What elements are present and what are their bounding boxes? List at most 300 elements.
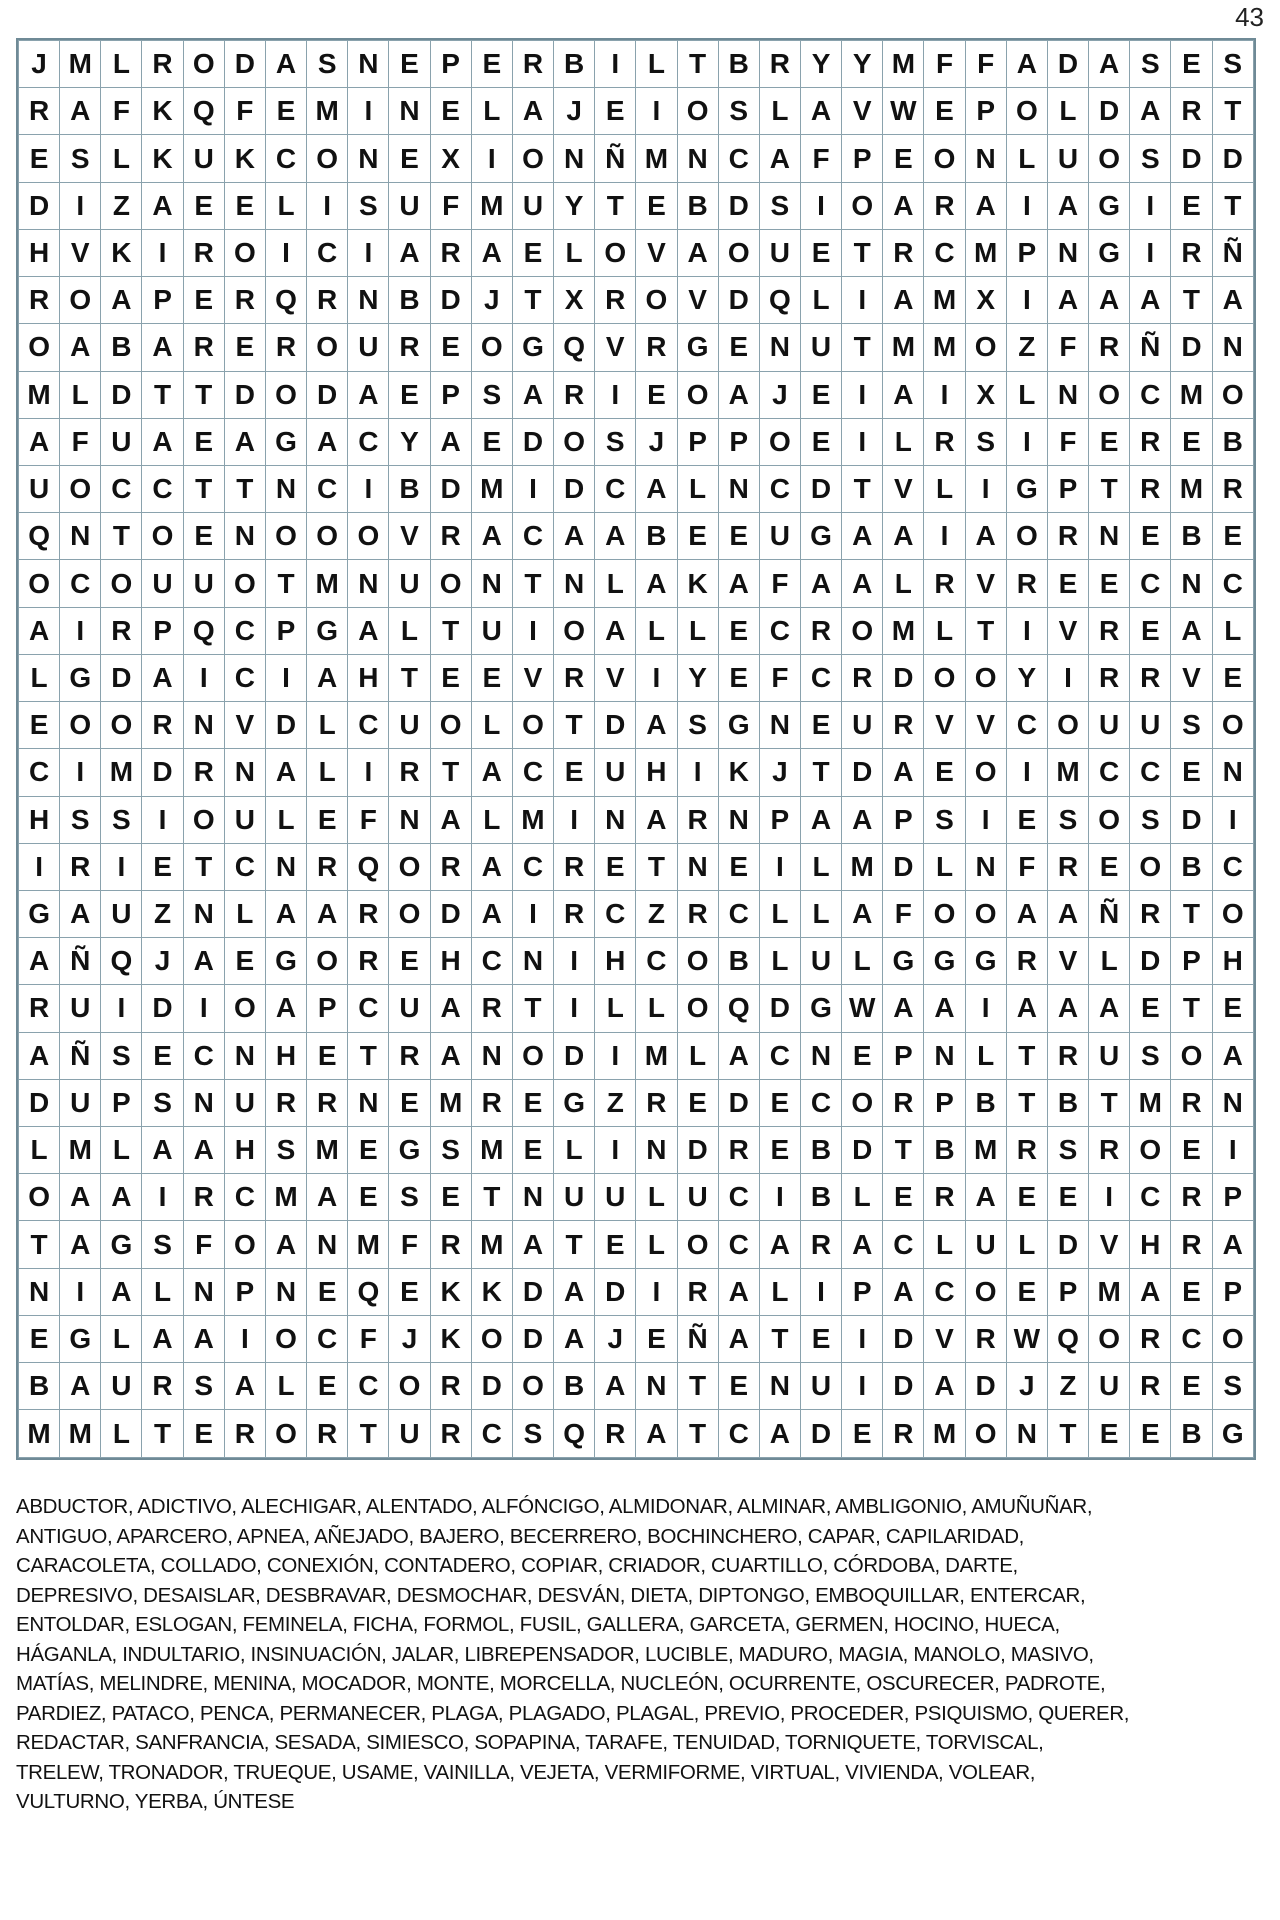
grid-cell[interactable]: A [307, 654, 348, 701]
grid-cell[interactable]: E [1089, 418, 1130, 465]
grid-cell[interactable]: V [842, 88, 883, 135]
grid-cell[interactable]: U [677, 1174, 718, 1221]
grid-cell[interactable]: E [307, 796, 348, 843]
grid-cell[interactable]: L [924, 843, 965, 890]
grid-cell[interactable]: V [1047, 938, 1088, 985]
grid-cell[interactable]: M [924, 277, 965, 324]
grid-cell[interactable]: R [19, 985, 60, 1032]
grid-cell[interactable]: I [142, 796, 183, 843]
grid-cell[interactable]: M [471, 1127, 512, 1174]
grid-cell[interactable]: L [595, 560, 636, 607]
grid-cell[interactable]: E [677, 1079, 718, 1126]
grid-cell[interactable]: N [512, 938, 553, 985]
grid-cell[interactable]: R [307, 1079, 348, 1126]
grid-cell[interactable]: R [224, 1410, 265, 1458]
grid-cell[interactable]: G [883, 938, 924, 985]
grid-cell[interactable]: Ñ [677, 1315, 718, 1362]
grid-cell[interactable]: T [183, 465, 224, 512]
grid-cell[interactable]: V [1171, 654, 1212, 701]
grid-cell[interactable]: H [348, 654, 389, 701]
grid-cell[interactable]: F [965, 41, 1006, 88]
grid-cell[interactable]: D [595, 702, 636, 749]
grid-cell[interactable]: E [718, 654, 759, 701]
grid-cell[interactable]: R [1006, 1127, 1047, 1174]
grid-cell[interactable]: N [471, 560, 512, 607]
grid-cell[interactable]: I [60, 607, 101, 654]
grid-cell[interactable]: A [512, 88, 553, 135]
grid-cell[interactable]: D [471, 1363, 512, 1410]
grid-cell[interactable]: I [224, 1315, 265, 1362]
grid-cell[interactable]: R [19, 277, 60, 324]
grid-cell[interactable]: A [842, 560, 883, 607]
grid-cell[interactable]: J [19, 41, 60, 88]
grid-cell[interactable]: O [19, 1174, 60, 1221]
grid-cell[interactable]: K [471, 1268, 512, 1315]
grid-cell[interactable]: R [1047, 513, 1088, 560]
grid-cell[interactable]: R [924, 560, 965, 607]
grid-cell[interactable]: U [800, 1363, 841, 1410]
grid-cell[interactable]: R [389, 1032, 430, 1079]
grid-cell[interactable]: E [389, 135, 430, 182]
grid-cell[interactable]: G [924, 938, 965, 985]
grid-cell[interactable]: I [1006, 749, 1047, 796]
grid-cell[interactable]: D [718, 277, 759, 324]
grid-cell[interactable]: E [554, 749, 595, 796]
grid-cell[interactable]: R [718, 1127, 759, 1174]
grid-cell[interactable]: I [759, 1174, 800, 1221]
grid-cell[interactable]: R [60, 843, 101, 890]
grid-cell[interactable]: D [883, 654, 924, 701]
grid-cell[interactable]: L [60, 371, 101, 418]
grid-cell[interactable]: R [1171, 1079, 1212, 1126]
grid-cell[interactable]: Q [759, 277, 800, 324]
grid-cell[interactable]: D [142, 985, 183, 1032]
grid-cell[interactable]: L [677, 607, 718, 654]
grid-cell[interactable]: A [759, 135, 800, 182]
grid-cell[interactable]: A [595, 1363, 636, 1410]
grid-cell[interactable]: R [19, 88, 60, 135]
grid-cell[interactable]: I [142, 229, 183, 276]
grid-cell[interactable]: G [265, 938, 306, 985]
grid-cell[interactable]: T [430, 607, 471, 654]
grid-cell[interactable]: I [1006, 607, 1047, 654]
grid-cell[interactable]: D [842, 749, 883, 796]
grid-cell[interactable]: S [1212, 41, 1253, 88]
grid-cell[interactable]: H [636, 749, 677, 796]
grid-cell[interactable]: A [471, 843, 512, 890]
grid-cell[interactable]: R [924, 1174, 965, 1221]
grid-cell[interactable]: U [1089, 1032, 1130, 1079]
grid-cell[interactable]: L [677, 465, 718, 512]
grid-cell[interactable]: A [60, 1221, 101, 1268]
grid-cell[interactable]: I [842, 277, 883, 324]
grid-cell[interactable]: R [842, 654, 883, 701]
grid-cell[interactable]: B [1171, 1410, 1212, 1458]
grid-cell[interactable]: V [512, 654, 553, 701]
grid-cell[interactable]: M [883, 607, 924, 654]
grid-cell[interactable]: I [842, 418, 883, 465]
grid-cell[interactable]: L [19, 1127, 60, 1174]
grid-cell[interactable]: U [60, 1079, 101, 1126]
grid-cell[interactable]: E [718, 1363, 759, 1410]
grid-cell[interactable]: R [883, 229, 924, 276]
grid-cell[interactable]: D [965, 1363, 1006, 1410]
grid-cell[interactable]: R [554, 890, 595, 937]
grid-cell[interactable]: M [965, 1127, 1006, 1174]
grid-cell[interactable]: O [1089, 1315, 1130, 1362]
grid-cell[interactable]: O [965, 1410, 1006, 1458]
grid-cell[interactable]: U [389, 985, 430, 1032]
grid-cell[interactable]: A [512, 1221, 553, 1268]
grid-cell[interactable]: E [430, 324, 471, 371]
grid-cell[interactable]: F [800, 135, 841, 182]
grid-cell[interactable]: R [883, 1079, 924, 1126]
grid-cell[interactable]: E [842, 1410, 883, 1458]
grid-cell[interactable]: D [718, 1079, 759, 1126]
grid-cell[interactable]: R [1089, 324, 1130, 371]
grid-cell[interactable]: I [512, 607, 553, 654]
grid-cell[interactable]: U [389, 702, 430, 749]
grid-cell[interactable]: K [142, 88, 183, 135]
grid-cell[interactable]: T [677, 1410, 718, 1458]
grid-cell[interactable]: A [718, 371, 759, 418]
grid-cell[interactable]: S [183, 1363, 224, 1410]
grid-cell[interactable]: N [224, 1032, 265, 1079]
grid-cell[interactable]: A [19, 418, 60, 465]
grid-cell[interactable]: A [265, 41, 306, 88]
grid-cell[interactable]: K [718, 749, 759, 796]
grid-cell[interactable]: O [307, 135, 348, 182]
grid-cell[interactable]: I [554, 985, 595, 1032]
grid-cell[interactable]: I [101, 985, 142, 1032]
grid-cell[interactable]: O [1006, 88, 1047, 135]
grid-cell[interactable]: A [60, 1174, 101, 1221]
grid-cell[interactable]: R [1130, 890, 1171, 937]
grid-cell[interactable]: I [60, 182, 101, 229]
grid-cell[interactable]: M [512, 796, 553, 843]
grid-cell[interactable]: A [636, 702, 677, 749]
grid-cell[interactable]: R [759, 41, 800, 88]
grid-cell[interactable]: T [842, 229, 883, 276]
grid-cell[interactable]: L [101, 135, 142, 182]
grid-cell[interactable]: A [1212, 1221, 1253, 1268]
grid-cell[interactable]: P [1212, 1174, 1253, 1221]
grid-cell[interactable]: O [1089, 135, 1130, 182]
grid-cell[interactable]: M [1130, 1079, 1171, 1126]
grid-cell[interactable]: P [759, 796, 800, 843]
grid-cell[interactable]: A [924, 985, 965, 1032]
grid-cell[interactable]: O [1212, 1315, 1253, 1362]
grid-cell[interactable]: E [636, 1315, 677, 1362]
grid-cell[interactable]: G [800, 513, 841, 560]
grid-cell[interactable]: C [183, 1032, 224, 1079]
grid-cell[interactable]: A [1047, 985, 1088, 1032]
grid-cell[interactable]: R [1047, 843, 1088, 890]
grid-cell[interactable]: E [142, 1032, 183, 1079]
grid-cell[interactable]: Z [636, 890, 677, 937]
grid-cell[interactable]: Ñ [60, 1032, 101, 1079]
grid-cell[interactable]: O [60, 702, 101, 749]
grid-cell[interactable]: I [142, 1174, 183, 1221]
grid-cell[interactable]: M [636, 1032, 677, 1079]
grid-cell[interactable]: Y [1006, 654, 1047, 701]
grid-cell[interactable]: E [1130, 607, 1171, 654]
grid-cell[interactable]: O [965, 654, 1006, 701]
grid-cell[interactable]: D [101, 654, 142, 701]
grid-cell[interactable]: D [1171, 324, 1212, 371]
grid-cell[interactable]: T [512, 985, 553, 1032]
grid-cell[interactable]: O [512, 1363, 553, 1410]
grid-cell[interactable]: A [595, 607, 636, 654]
grid-cell[interactable]: U [183, 135, 224, 182]
grid-cell[interactable]: M [471, 182, 512, 229]
grid-cell[interactable]: R [183, 324, 224, 371]
grid-cell[interactable]: R [183, 1174, 224, 1221]
grid-cell[interactable]: B [965, 1079, 1006, 1126]
grid-cell[interactable]: L [101, 1410, 142, 1458]
grid-cell[interactable]: I [1006, 277, 1047, 324]
grid-cell[interactable]: E [183, 182, 224, 229]
grid-cell[interactable]: L [800, 843, 841, 890]
grid-cell[interactable]: E [1006, 1268, 1047, 1315]
grid-cell[interactable]: M [101, 749, 142, 796]
grid-cell[interactable]: O [924, 654, 965, 701]
grid-cell[interactable]: G [101, 1221, 142, 1268]
grid-cell[interactable]: R [800, 1221, 841, 1268]
grid-cell[interactable]: A [389, 229, 430, 276]
grid-cell[interactable]: O [307, 513, 348, 560]
grid-cell[interactable]: E [389, 371, 430, 418]
grid-cell[interactable]: P [430, 41, 471, 88]
grid-cell[interactable]: V [595, 654, 636, 701]
grid-cell[interactable]: L [595, 985, 636, 1032]
grid-cell[interactable]: T [842, 324, 883, 371]
grid-cell[interactable]: T [677, 41, 718, 88]
grid-cell[interactable]: C [883, 1221, 924, 1268]
grid-cell[interactable]: C [1130, 749, 1171, 796]
grid-cell[interactable]: C [718, 890, 759, 937]
grid-cell[interactable]: T [554, 1221, 595, 1268]
grid-cell[interactable]: G [554, 1079, 595, 1126]
grid-cell[interactable]: U [142, 560, 183, 607]
grid-cell[interactable]: H [224, 1127, 265, 1174]
grid-cell[interactable]: X [554, 277, 595, 324]
grid-cell[interactable]: B [718, 41, 759, 88]
grid-cell[interactable]: A [19, 938, 60, 985]
grid-cell[interactable]: I [183, 654, 224, 701]
grid-cell[interactable]: B [800, 1174, 841, 1221]
grid-cell[interactable]: N [389, 796, 430, 843]
grid-cell[interactable]: G [1212, 1410, 1253, 1458]
grid-cell[interactable]: R [1171, 1221, 1212, 1268]
grid-cell[interactable]: M [19, 1410, 60, 1458]
grid-cell[interactable]: J [636, 418, 677, 465]
grid-cell[interactable]: A [60, 324, 101, 371]
grid-cell[interactable]: S [1047, 796, 1088, 843]
grid-cell[interactable]: I [965, 985, 1006, 1032]
grid-cell[interactable]: E [1130, 1410, 1171, 1458]
grid-cell[interactable]: C [101, 465, 142, 512]
grid-cell[interactable]: A [636, 1410, 677, 1458]
grid-cell[interactable]: R [142, 41, 183, 88]
grid-cell[interactable]: E [430, 654, 471, 701]
grid-cell[interactable]: E [1212, 985, 1253, 1032]
grid-cell[interactable]: Z [1006, 324, 1047, 371]
grid-cell[interactable]: L [471, 796, 512, 843]
grid-cell[interactable]: W [883, 88, 924, 135]
grid-cell[interactable]: I [595, 41, 636, 88]
grid-cell[interactable]: U [595, 1174, 636, 1221]
grid-cell[interactable]: T [1171, 985, 1212, 1032]
grid-cell[interactable]: I [965, 465, 1006, 512]
grid-cell[interactable]: E [1171, 182, 1212, 229]
grid-cell[interactable]: Y [842, 41, 883, 88]
grid-cell[interactable]: V [965, 702, 1006, 749]
grid-cell[interactable]: M [1171, 371, 1212, 418]
grid-cell[interactable]: O [842, 182, 883, 229]
grid-cell[interactable]: N [60, 513, 101, 560]
grid-cell[interactable]: E [677, 513, 718, 560]
grid-cell[interactable]: F [183, 1221, 224, 1268]
grid-cell[interactable]: O [1006, 513, 1047, 560]
grid-cell[interactable]: D [1089, 88, 1130, 135]
grid-cell[interactable]: R [307, 1410, 348, 1458]
grid-cell[interactable]: O [430, 702, 471, 749]
grid-cell[interactable]: N [471, 1032, 512, 1079]
grid-cell[interactable]: D [19, 182, 60, 229]
grid-cell[interactable]: B [924, 1127, 965, 1174]
grid-cell[interactable]: E [183, 418, 224, 465]
grid-cell[interactable]: B [1212, 418, 1253, 465]
grid-cell[interactable]: K [224, 135, 265, 182]
grid-cell[interactable]: V [1047, 607, 1088, 654]
grid-cell[interactable]: T [1089, 1079, 1130, 1126]
grid-cell[interactable]: S [1047, 1127, 1088, 1174]
grid-cell[interactable]: C [718, 1410, 759, 1458]
grid-cell[interactable]: E [224, 324, 265, 371]
grid-cell[interactable]: R [142, 1363, 183, 1410]
grid-cell[interactable]: V [60, 229, 101, 276]
grid-cell[interactable]: U [800, 938, 841, 985]
grid-cell[interactable]: E [883, 135, 924, 182]
grid-cell[interactable]: O [183, 41, 224, 88]
grid-cell[interactable]: U [1130, 702, 1171, 749]
grid-cell[interactable]: C [348, 702, 389, 749]
grid-cell[interactable]: R [348, 890, 389, 937]
grid-cell[interactable]: A [924, 1363, 965, 1410]
grid-cell[interactable]: S [1130, 41, 1171, 88]
grid-cell[interactable]: L [759, 1268, 800, 1315]
grid-cell[interactable]: D [1130, 938, 1171, 985]
grid-cell[interactable]: N [1171, 560, 1212, 607]
grid-cell[interactable]: Q [1047, 1315, 1088, 1362]
grid-cell[interactable]: E [1130, 513, 1171, 560]
grid-cell[interactable]: I [800, 182, 841, 229]
grid-cell[interactable]: O [677, 371, 718, 418]
grid-cell[interactable]: I [183, 985, 224, 1032]
grid-cell[interactable]: L [307, 702, 348, 749]
grid-cell[interactable]: E [348, 1127, 389, 1174]
grid-cell[interactable]: A [430, 985, 471, 1032]
grid-cell[interactable]: C [636, 938, 677, 985]
grid-cell[interactable]: U [19, 465, 60, 512]
grid-cell[interactable]: E [1089, 1410, 1130, 1458]
grid-cell[interactable]: M [60, 1127, 101, 1174]
grid-cell[interactable]: A [471, 229, 512, 276]
grid-cell[interactable]: R [1089, 1127, 1130, 1174]
grid-cell[interactable]: X [430, 135, 471, 182]
grid-cell[interactable]: M [1171, 465, 1212, 512]
grid-cell[interactable]: R [389, 324, 430, 371]
grid-cell[interactable]: A [883, 277, 924, 324]
grid-cell[interactable]: F [348, 796, 389, 843]
grid-cell[interactable]: P [965, 88, 1006, 135]
grid-cell[interactable]: V [965, 560, 1006, 607]
grid-cell[interactable]: N [554, 135, 595, 182]
grid-cell[interactable]: L [636, 1221, 677, 1268]
grid-cell[interactable]: R [430, 229, 471, 276]
grid-cell[interactable]: A [759, 1410, 800, 1458]
grid-cell[interactable]: U [389, 1410, 430, 1458]
grid-cell[interactable]: R [471, 1079, 512, 1126]
grid-cell[interactable]: O [224, 229, 265, 276]
grid-cell[interactable]: U [101, 1363, 142, 1410]
grid-cell[interactable]: C [142, 465, 183, 512]
grid-cell[interactable]: L [101, 41, 142, 88]
grid-cell[interactable]: W [842, 985, 883, 1032]
grid-cell[interactable]: E [224, 938, 265, 985]
grid-cell[interactable]: M [307, 560, 348, 607]
grid-cell[interactable]: M [883, 41, 924, 88]
grid-cell[interactable]: Q [183, 88, 224, 135]
grid-cell[interactable]: S [677, 702, 718, 749]
grid-cell[interactable]: A [1212, 277, 1253, 324]
grid-cell[interactable]: I [348, 88, 389, 135]
grid-cell[interactable]: E [389, 41, 430, 88]
grid-cell[interactable]: Z [1047, 1363, 1088, 1410]
grid-cell[interactable]: M [307, 88, 348, 135]
grid-cell[interactable]: D [1047, 1221, 1088, 1268]
grid-cell[interactable]: Ñ [1130, 324, 1171, 371]
grid-cell[interactable]: M [924, 1410, 965, 1458]
grid-cell[interactable]: I [965, 796, 1006, 843]
grid-cell[interactable]: K [677, 560, 718, 607]
grid-cell[interactable]: A [430, 796, 471, 843]
grid-cell[interactable]: O [101, 702, 142, 749]
grid-cell[interactable]: O [19, 324, 60, 371]
grid-cell[interactable]: A [1047, 277, 1088, 324]
grid-cell[interactable]: N [1212, 1079, 1253, 1126]
grid-cell[interactable]: A [1130, 277, 1171, 324]
grid-cell[interactable]: C [224, 607, 265, 654]
grid-cell[interactable]: M [348, 1221, 389, 1268]
grid-cell[interactable]: R [1171, 88, 1212, 135]
grid-cell[interactable]: I [1130, 229, 1171, 276]
grid-cell[interactable]: L [636, 1174, 677, 1221]
grid-cell[interactable]: O [430, 560, 471, 607]
grid-cell[interactable]: R [1047, 1032, 1088, 1079]
grid-cell[interactable]: S [101, 1032, 142, 1079]
grid-cell[interactable]: E [759, 1127, 800, 1174]
grid-cell[interactable]: A [307, 418, 348, 465]
grid-cell[interactable]: L [224, 890, 265, 937]
grid-cell[interactable]: K [430, 1268, 471, 1315]
grid-cell[interactable]: N [1006, 1410, 1047, 1458]
grid-cell[interactable]: O [265, 1315, 306, 1362]
grid-cell[interactable]: D [718, 182, 759, 229]
grid-cell[interactable]: A [60, 88, 101, 135]
grid-cell[interactable]: A [636, 560, 677, 607]
